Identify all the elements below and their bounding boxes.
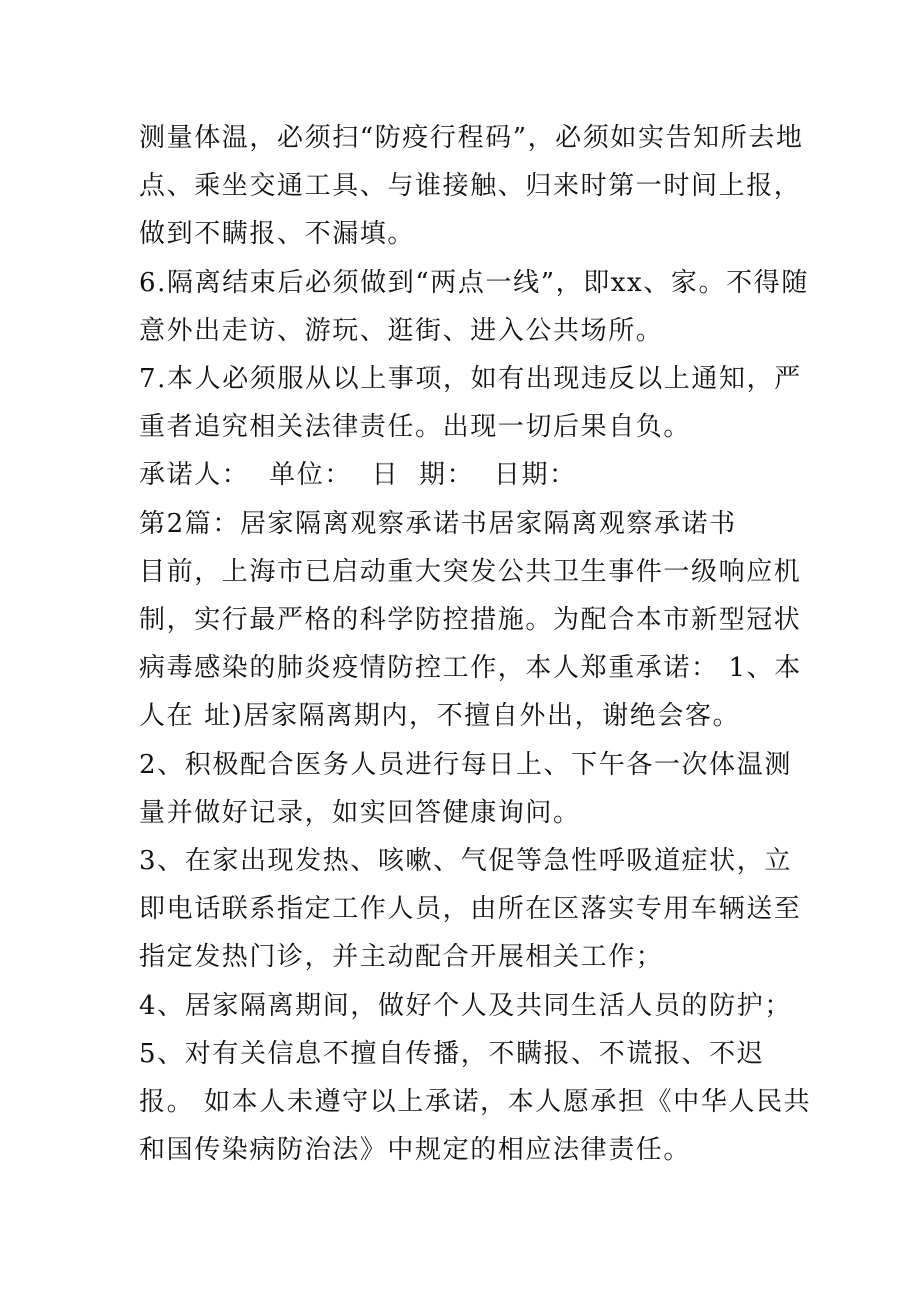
section-heading: 第2篇：居家隔离观察承诺书居家隔离观察承诺书 (139, 508, 737, 539)
paragraph-quarantine-reporting: 测量体温，必须扫“防疫行程码”，必须如实告知所去地点、乘坐交通工具、与谁接触、归来时第一时间上报，做到不瞒报、不漏填。 (139, 123, 804, 250)
signature-line: 承诺人： 单位： 日 期： 日期： (139, 460, 577, 491)
paragraph-item-4-5: 4、居家隔离期间，做好个人及共同生活人员的防护； 5、对有关信息不擅自传播，不瞒报、不谎报、不迟报。 如本人未遵守以上承诺，本人愿承担《中华人民共和国传染病防治法》中规定的相应法律责任。 (139, 990, 812, 1166)
paragraph-intro: 目前，上海市已启动重大突发公共卫生事件一级响应机制，实行最严格的科学防控措施。为配合本市新型冠状病毒感染的肺炎疫情防控工作，本人郑重承诺： 1、本人在 址)居家隔离期内，不擅自外出，谢绝会客。 (139, 556, 802, 732)
paragraph-item-2: 2、积极配合医务人员进行每日上、下午各一次体温测量并做好记录，如实回答健康询问。 (139, 749, 792, 828)
paragraph-item-7: 7.本人必须服从以上事项，如有出现违反以上通知，严重者追究相关法律责任。出现一切后果自负。 (139, 364, 802, 443)
document-body (139, 114, 819, 1174)
paragraph-item-3: 3、在家出现发热、咳嗽、气促等急性呼吸道症状，立即电话联系指定工作人员，由所在区落实专用车辆送至指定发热门诊，并主动配合开展相关工作； (139, 846, 802, 973)
paragraph-item-6: 6.隔离结束后必须做到“两点一线”，即xx、家。不得随意外出走访、游玩、逛街、进入公共场所。 (139, 267, 809, 346)
